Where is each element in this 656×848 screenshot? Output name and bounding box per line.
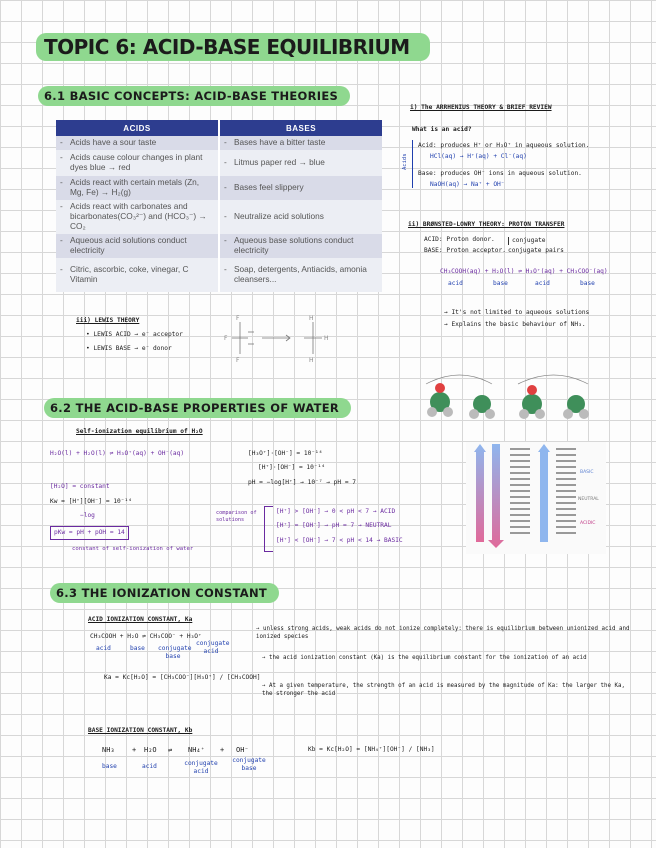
base-label-base: base (102, 763, 117, 770)
bronsted-acid: ACID: Proton donor. (424, 236, 495, 243)
acid-label-conjugate-base: conjugate base (158, 645, 192, 661)
table-header-acids: ACIDS (56, 120, 219, 136)
ka-expression: Ka = Kc[H₂O] = [CH₃COO⁻][H₃O⁺] / [CH₃COOH] (104, 674, 261, 681)
table-cell: - Acids have a sour taste (56, 136, 219, 150)
acid-constant-title: ACID IONIZATION CONSTANT, Ka (88, 616, 193, 623)
acid-label-acid: acid (96, 645, 111, 652)
table-cell: - Citric, ascorbic, coke, vinegar, C Vitamin (56, 258, 219, 292)
base-constant-title: BASE IONIZATION CONSTANT, Kb (88, 727, 193, 734)
svg-text:F: F (236, 357, 240, 364)
table-cell: - Aqueous acid solutions conduct electricity (56, 234, 219, 258)
kb-expression: Kb = Kc[H₂O] = [NH₄⁺][OH⁻] / [NH₃] (308, 746, 435, 753)
water-constant: [H₂O] = constant (50, 483, 110, 490)
table-cell: - Bases feel slippery (219, 176, 382, 200)
arrhenius-question: What is an acid? (412, 126, 472, 133)
table-cell: - Soap, detergents, Antiacids, amonia cleansers... (219, 258, 382, 292)
table-cell: - Acids react with carbonates and bicarbonates(CO₃²⁻) and (HCO₃⁻) → CO₂ (56, 200, 219, 234)
case-acid: [H⁺] > [OH⁻] → 0 < pH < 7 → ACID (276, 508, 396, 515)
svg-text:H: H (324, 335, 329, 342)
table-cell: - Neutralize acid solutions (219, 200, 382, 234)
kw-equation: Kw = [H⁺][OH⁻] = 10⁻¹⁴ (50, 498, 132, 505)
table-header-bases: BASES (219, 120, 382, 136)
log-label: −log (80, 512, 95, 519)
arrhenius-bracket (412, 140, 413, 188)
scale-label-neutral: NEUTRAL (578, 497, 599, 502)
svg-text:F: F (224, 335, 228, 342)
svg-text:H: H (309, 315, 314, 322)
bronsted-label-2: base (493, 280, 508, 287)
table-cell: - Acids react with certain metals (Zn, Mg, Fe) → H₂(g) (56, 176, 219, 200)
ka-note-2: → the acid ionization constant (Ka) is the equilibrium constant for the ionization of an acid (262, 655, 587, 661)
lewis-acid: • LEWIS ACID → e⁻ acceptor (86, 331, 183, 338)
table-cell: - Bases have a bitter taste (219, 136, 382, 150)
right-equation-2: [H⁺]·[OH⁻] = 10⁻¹⁴ (258, 464, 326, 471)
base-label-conjugate-base: conjugate base (232, 757, 266, 773)
lewis-base: • LEWIS BASE → e⁻ donor (86, 345, 172, 352)
cases-bracket (264, 506, 273, 552)
water-subheading: Self-ionization equilibrium of H₂O (76, 428, 203, 435)
page-title: TOPIC 6: ACID-BASE EQUILIBRIUM (36, 33, 430, 61)
bronsted-note-1: → It's not limited to aqueous solutions (444, 309, 590, 316)
bronsted-label-1: acid (448, 280, 463, 287)
table-row (56, 176, 382, 200)
bronsted-base: BASE: Proton acceptor. (424, 247, 506, 254)
section-heading-6-3: 6.3 THE IONIZATION CONSTANT (50, 583, 279, 603)
arrhenius-side-label: Acids (402, 153, 408, 170)
arrhenius-acid-line: Acid: produces H⁺ or H₃O⁺ in aqueous solution. (418, 142, 590, 149)
base-eq-plus-2: + (220, 746, 225, 754)
table-row (56, 258, 382, 292)
ka-note-1: → unless strong acids, weak acids do not ionize completely: there is equilibrium between unionized acid and ionized species (256, 626, 630, 640)
pkw-box: pKw = pH + pOH = 14 (50, 526, 129, 540)
scale-label-basic: BASIC (580, 470, 594, 475)
bronsted-title: ii) BRØNSTED-LOWRY THEORY: PROTON TRANSFER (408, 221, 565, 228)
section-heading-6-1: 6.1 BASIC CONCEPTS: ACID-BASE THEORIES (38, 86, 350, 106)
base-label-conjugate-acid: conjugate acid (184, 760, 218, 776)
ka-note-3: → At a given temperature, the strength of an acid is measured by the magnitude of Ka: the larger the Ka, the stronger the acid (262, 683, 625, 697)
constant-note: constant of self-ionization of water (72, 546, 194, 552)
bronsted-acid-note: conjugate (508, 237, 546, 245)
table-row (56, 234, 382, 258)
svg-text:F: F (236, 315, 240, 322)
arrhenius-acid-equation: HCl(aq) → H⁺(aq) + Cl⁻(aq) (430, 153, 527, 160)
bronsted-base-note: conjugate pairs (508, 247, 564, 254)
base-eq-nh4: NH₄⁺ (188, 746, 205, 754)
base-eq-nh3: NH₃ (102, 746, 115, 754)
ph-note: pH = −log[H⁺] → 10⁻⁷ → pH = 7 (248, 479, 357, 486)
base-eq-oh: OH⁻ (236, 746, 249, 754)
right-equation-1: [H₃O⁺]·[OH⁻] = 10⁻¹⁴ (248, 450, 323, 457)
lewis-structure-diagram (218, 310, 348, 365)
base-eq-arrow: ⇌ (168, 746, 173, 754)
arrhenius-title: i) The ARRHENIUS THEORY & BRIEF REVIEW (410, 104, 552, 111)
table-cell: - Acids cause colour changes in plant dyes blue → red (56, 150, 219, 176)
comparison-label: comparison of solutions (216, 510, 257, 524)
table-cell: - Litmus paper red → blue (219, 150, 382, 176)
scale-label-acidic: ACIDIC (580, 521, 596, 526)
table-row (56, 136, 382, 150)
base-eq-plus-1: + (132, 746, 137, 754)
case-basic: [H⁺] < [OH⁻] → 7 < pH < 14 → BASIC (276, 537, 403, 544)
table-cell: - Aqueous base solutions conduct electricity (219, 234, 382, 258)
acid-equation: CH₃COOH + H₂O ⇌ CH₃COO⁻ + H₃O⁺ (90, 633, 202, 640)
bronsted-label-4: base (580, 280, 595, 287)
acid-label-conjugate-acid: conjugate acid (196, 640, 230, 656)
bronsted-equation: CH₃COOH(aq) + H₂O(l) ⇌ H₃O⁺(aq) + CH₃COO⁻(aq) (440, 268, 608, 275)
bronsted-label-3: acid (535, 280, 550, 287)
water-molecules-illustration (418, 366, 598, 428)
case-neutral: [H⁺] = [OH⁻] → pH = 7 → NEUTRAL (276, 522, 392, 529)
arrhenius-base-equation: NaOH(aq) → Na⁺ + OH⁻ (430, 181, 505, 188)
table-row (56, 200, 382, 234)
table-row (56, 150, 382, 176)
section-heading-6-2: 6.2 THE ACID-BASE PROPERTIES OF WATER (44, 398, 351, 418)
svg-text:H: H (309, 357, 314, 364)
water-equation: H₂O(l) + H₂O(l) ⇌ H₃O⁺(aq) + OH⁻(aq) (50, 450, 185, 457)
acid-label-base: base (130, 645, 145, 652)
base-label-acid: acid (142, 763, 157, 770)
base-eq-h2o: H₂O (144, 746, 157, 754)
bronsted-note-2: → Explains the basic behaviour of NH₃. (444, 321, 586, 328)
acids-bases-table (56, 120, 382, 292)
arrhenius-base-line: Base: produces OH⁻ ions in aqueous solution. (418, 170, 582, 177)
lewis-title: iii) LEWIS THEORY (76, 317, 140, 324)
